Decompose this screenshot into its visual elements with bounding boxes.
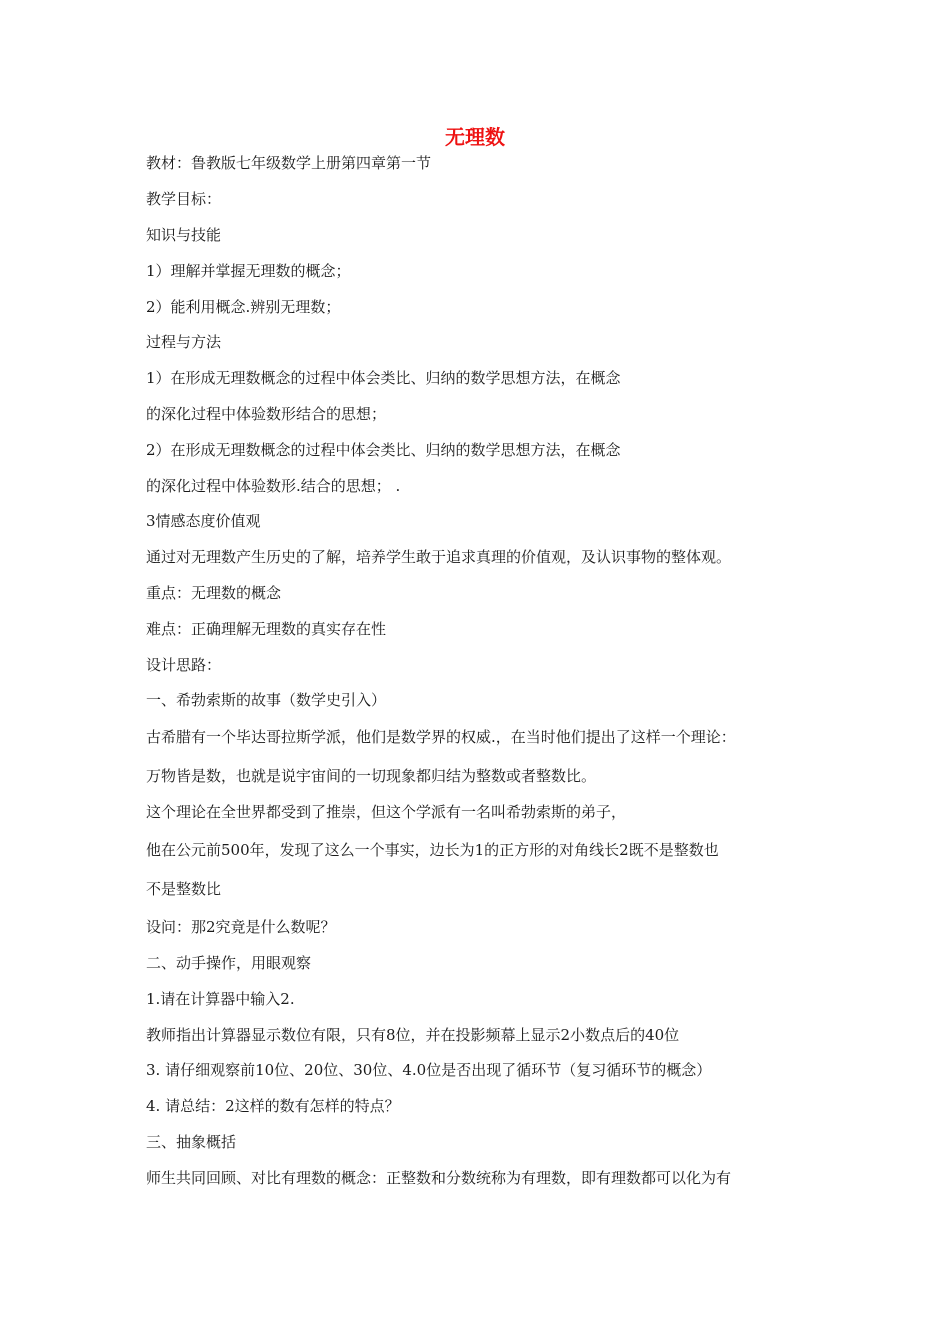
text-line: 三、抽象概括	[146, 1133, 237, 1151]
text-line: 设计思路：	[146, 656, 222, 674]
text-line: 1）理解并掌握无理数的概念；	[146, 262, 351, 280]
text-line: 3. 请仔细观察前10位、20位、30位、4.0位是否出现了循环节（复习循环节的概念）	[146, 1061, 712, 1079]
text-line: 1）在形成无理数概念的过程中体会类比、归纳的数学思想方法，在概念	[146, 369, 621, 387]
text-line: 重点：无理数的概念	[146, 584, 282, 602]
text-line: 万物皆是数，也就是说宇宙间的一切现象都归结为整数或者整数比。	[146, 767, 597, 785]
text-line: 通过对无理数产生历史的了解，培养学生敢于追求真理的价值观，及认识事物的整体观。	[146, 548, 732, 566]
text-line: 他在公元前500年，发现了这么一个事实，边长为1的正方形的对角线长2既不是整数也	[146, 841, 719, 859]
text-line: 一、希勃索斯的故事（数学史引入）	[146, 691, 387, 709]
text-line: 2）能利用概念.辨别无理数；	[146, 298, 341, 316]
text-line: 教师指出计算器显示数位有限，只有8位，并在投影频幕上显示2小数点后的40位	[146, 1026, 680, 1044]
text-line: 师生共同回顾、对比有理数的概念：正整数和分数统称为有理数，即有理数都可以化为有	[146, 1169, 732, 1187]
text-line: 1.请在计算器中输入2.	[146, 990, 295, 1008]
text-line: 知识与技能	[146, 226, 222, 244]
text-line: 的深化过程中体验数形.结合的思想； .	[146, 477, 401, 495]
text-line: 的深化过程中体验数形结合的思想；	[146, 405, 387, 423]
text-line: 教材：鲁教版七年级数学上册第四章第一节	[146, 154, 432, 172]
text-line: 难点：正确理解无理数的真实存在性	[146, 620, 387, 638]
text-line: 4. 请总结：2这样的数有怎样的特点？	[146, 1097, 400, 1115]
text-line: 二、动手操作，用眼观察	[146, 954, 312, 972]
text-line: 过程与方法	[146, 333, 222, 351]
text-line: 教学目标：	[146, 190, 222, 208]
text-line: 这个理论在全世界都受到了推崇，但这个学派有一名叫希勃索斯的弟子，	[146, 803, 627, 821]
text-line: 设问：那2究竟是什么数呢？	[146, 918, 336, 936]
text-line: 3情感态度价值观	[146, 512, 261, 530]
text-line: 古希腊有一个毕达哥拉斯学派，他们是数学界的权威.，在当时他们提出了这样一个理论：	[146, 728, 736, 746]
document-title: 无理数	[445, 125, 505, 149]
text-line: 不是整数比	[146, 880, 222, 898]
text-line: 2）在形成无理数概念的过程中体会类比、归纳的数学思想方法，在概念	[146, 441, 621, 459]
